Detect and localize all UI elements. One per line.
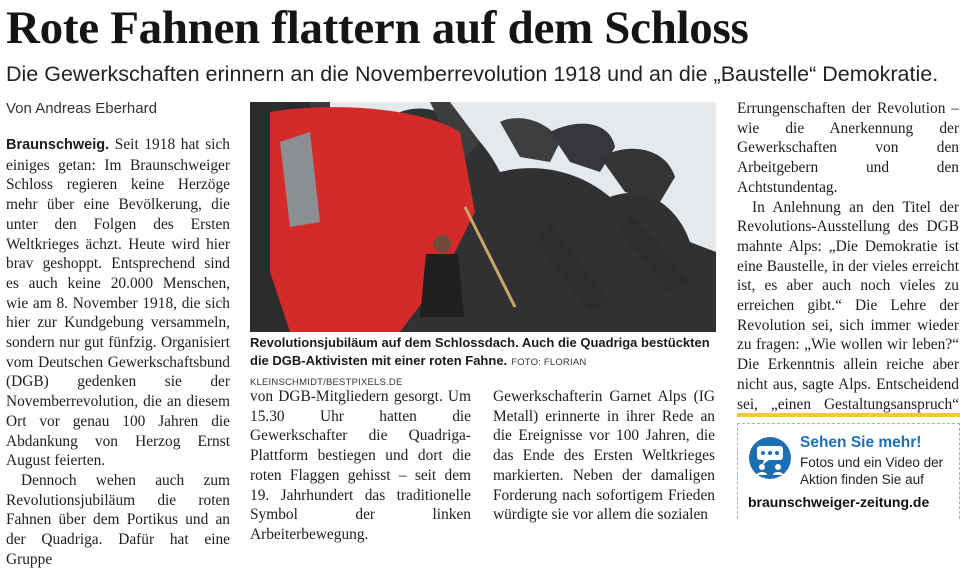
promo-box[interactable] — [737, 413, 960, 519]
article-column-4 — [737, 99, 959, 413]
article-headline: Rote Fahnen flattern auf dem Schloss — [6, 2, 749, 54]
article-byline: Von Andreas Eberhard — [6, 100, 157, 117]
article-column-1 — [6, 135, 230, 568]
promo-title: Sehen Sie mehr! — [800, 434, 922, 451]
col4-paragraph-1: Errungenschaften der Revolution – wie die Anerkennung der Gewerkschaften von den Arbeitgebern und den Achtstundentag. — [737, 100, 959, 196]
col2-paragraph-1: von DGB-Mitgliedern gesorgt. Um 15.30 Uhr hatten die Gewerkschafter die Quadriga-Plattform bestiegen und dort die roten Flaggen gehisst – seit dem 19. Jahrhundert das traditionelle Symbol der linken Arbeiterbewegung. — [250, 388, 471, 543]
col3-paragraph-1: Gewerkschafterin Garnet Alps (IG Metall) erinnerte in ihrer Rede an die Ereignisse vor 100 Jahren, die das Ende des Ersten Weltkrieges markierten. Neben der damaligen Forderung nach sofortigem Frieden würdigte sie vor allem die sozialen — [493, 388, 715, 524]
article-column-2 — [250, 387, 471, 543]
article-column-3 — [493, 387, 715, 524]
photo-caption-text: Revolutionsjubiläum auf dem Schlossdach. Auch die Quadriga bestückten die DGB-Aktivisten mit einer roten Fahne. — [250, 335, 710, 368]
col4-paragraph-2: In Anlehnung an den Titel der Revolutions-Ausstellung des DGB mahnte Alps: „Die Demokratie ist eine Baustelle, in der vieles erreicht ist, es aber auch noch vieles zu erreichen gibt.“ Die Lehre der Revolution sei, sich immer wieder zu fragen: „Wie wollen wir leben?“ Die Erkenntnis allein reiche aber nicht aus, sagte Alps. Entscheidend sei, „einen Gestaltungsanspruch“ — [737, 198, 959, 413]
article-photo — [250, 102, 716, 332]
article-subline: Die Gewerkschaften erinnern an die Novemberrevolution 1918 und an die „Baustelle“ Demokratie. — [6, 62, 939, 86]
photo-credit: FOTO: FLORIAN KLEINSCHMIDT/BESTPIXELS.DE — [250, 357, 587, 388]
photo-caption — [250, 334, 716, 392]
col1-paragraph-2: Dennoch wehen auch zum Revolutionsjubiläum die roten Fahnen über dem Portikus und an der Quadriga. Dafür hat eine Gruppe — [6, 471, 230, 568]
dateline: Braunschweig. — [6, 137, 110, 153]
promo-frame — [737, 423, 960, 519]
promo-link[interactable]: braunschweiger-zeitung.de — [748, 494, 930, 510]
quadriga-photo-illustration — [250, 102, 716, 332]
people-chat-icon — [748, 436, 792, 480]
promo-text: Fotos und ein Video der Aktion finden Sie auf — [800, 455, 944, 487]
col1-paragraph-1: Seit 1918 hat sich einiges getan: Im Braunschweiger Schloss regieren keine Herzöge mehr über eine Bevölkerung, die unter den Folgen des Ersten Weltkrieges ächzt. Heute wird hier brav geshoppt. Entsprechend sind es auch keine 20.000 Menschen, wie am 8. November 1918, die sich hier zur Kundgebung versammeln, sondern nur gut fünfzig. Organisiert vom Deutschen Gewerkschaftsbund (DGB) gedenken sie der Novemberrevolution, die an diesem Ort vor genau 100 Jahren die Abdankung von Herzog Ernst August feierten. — [6, 136, 230, 470]
